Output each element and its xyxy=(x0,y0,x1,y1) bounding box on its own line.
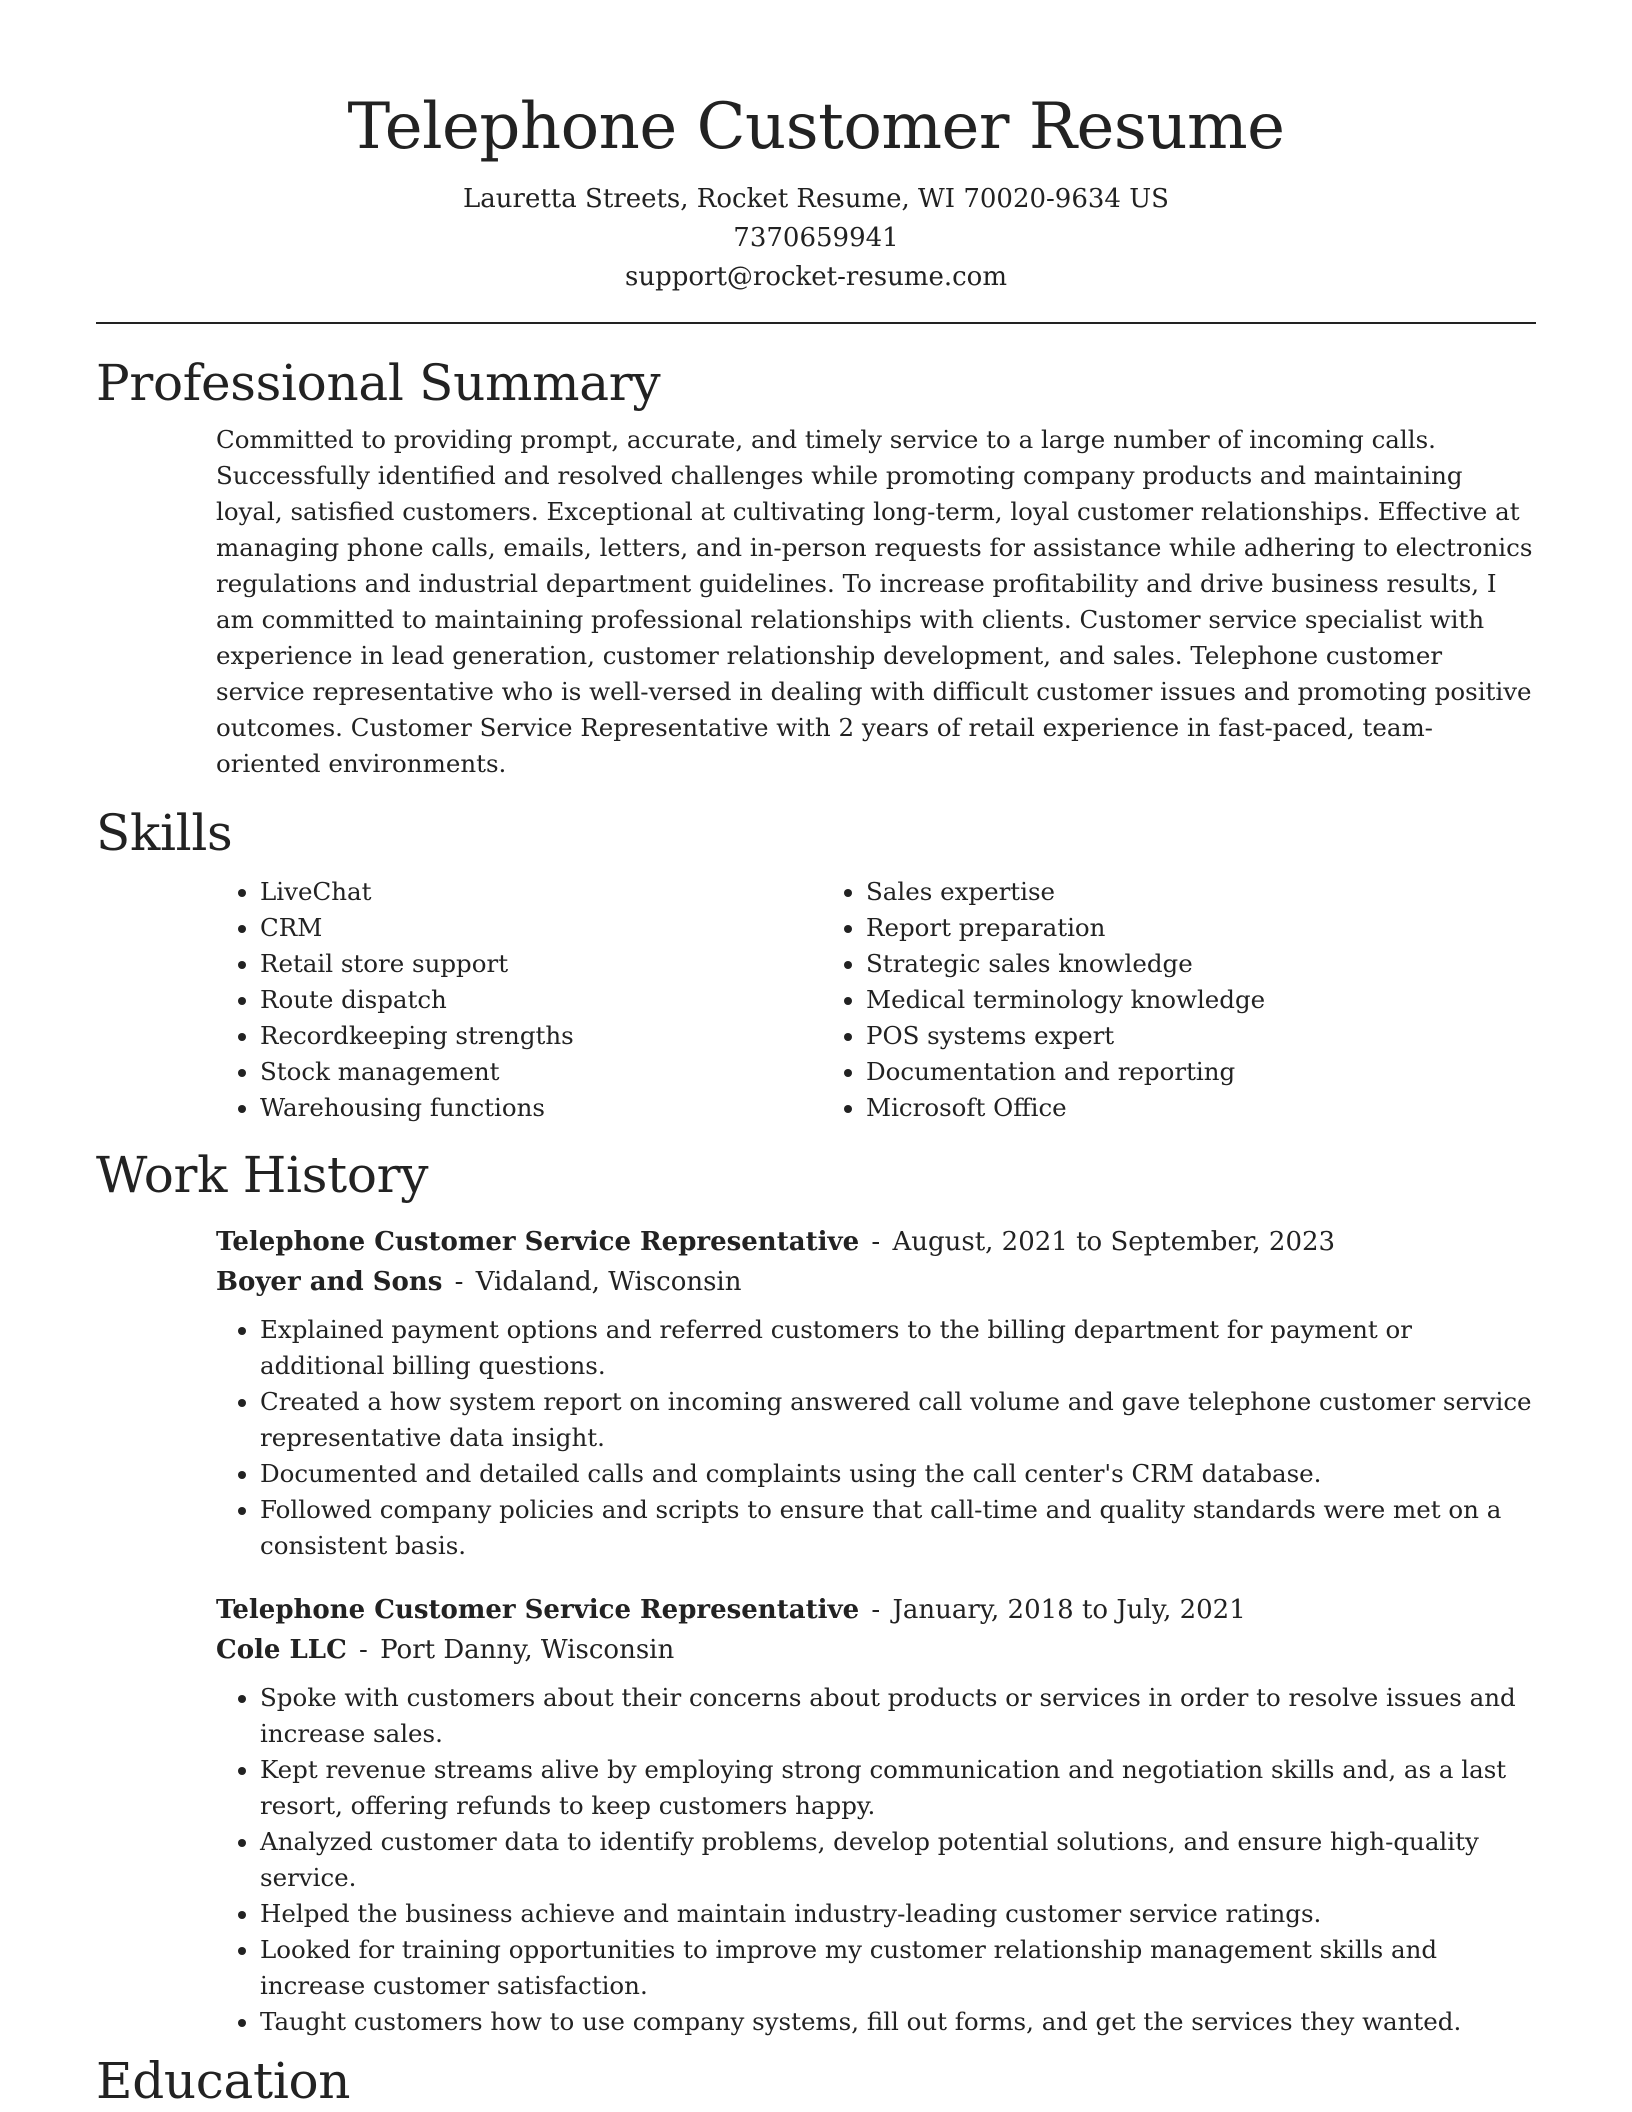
contact-block xyxy=(96,180,1536,297)
skill-item: • Retail store support xyxy=(260,946,822,982)
job-duty: • Helped the business achieve and maintain industry-leading customer service ratings. xyxy=(260,1896,1536,1932)
skills-columns xyxy=(216,874,1536,1126)
job-company: Boyer and Sons xyxy=(216,1267,443,1297)
job-location: Vidaland, Wisconsin xyxy=(475,1267,742,1297)
skill-item: • Recordkeeping strengths xyxy=(260,1018,822,1054)
skill-item: • Stock management xyxy=(260,1054,822,1090)
skill-item: • Microsoft Office xyxy=(866,1090,1428,1126)
job-title: Telephone Customer Service Representative xyxy=(216,1595,860,1625)
job-separator: - xyxy=(871,1227,881,1257)
summary-heading: Professional Summary xyxy=(96,354,661,412)
skill-item: • Medical terminology knowledge xyxy=(866,982,1428,1018)
skills-list-right xyxy=(822,874,1428,1126)
summary-section xyxy=(96,352,1536,782)
contact-phone: 7370659941 xyxy=(733,223,899,253)
skill-item: • Sales expertise xyxy=(866,874,1428,910)
contact-email: support@rocket-resume.com xyxy=(624,262,1007,292)
skill-item: • Documentation and reporting xyxy=(866,1054,1428,1090)
contact-address: Lauretta Streets, Rocket Resume, WI 70020-9634 US xyxy=(463,184,1169,214)
job-entry xyxy=(216,1590,1536,2040)
skill-item: • CRM xyxy=(260,910,822,946)
work-history-section xyxy=(96,1144,1536,2040)
job-company-line xyxy=(216,1262,1536,1302)
job-duties-list xyxy=(216,1312,1536,1564)
job-duty: • Looked for training opportunities to improve my customer relationship management skills and increase customer satisfaction. xyxy=(260,1932,1536,2004)
job-dates: January, 2018 to July, 2021 xyxy=(892,1595,1246,1625)
job-duty: • Documented and detailed calls and complaints using the call center's CRM database. xyxy=(260,1456,1536,1492)
job-location-separator: - xyxy=(454,1267,464,1297)
job-company: Cole LLC xyxy=(216,1635,347,1665)
job-duty: • Spoke with customers about their concerns about products or services in order to resolve issues and increase sales. xyxy=(260,1680,1536,1752)
resume-title: Telephone Customer Resume xyxy=(347,90,1285,164)
job-dates: August, 2021 to September, 2023 xyxy=(892,1227,1336,1257)
job-location-separator: - xyxy=(359,1635,368,1665)
job-location: Port Danny, Wisconsin xyxy=(380,1635,675,1665)
skill-item: • POS systems expert xyxy=(866,1018,1428,1054)
resume-page xyxy=(96,0,1536,2112)
job-duty: • Kept revenue streams alive by employing strong communication and negotiation skills and, as a last resort, offering refunds to keep customers happy. xyxy=(260,1752,1536,1824)
job-duties-list xyxy=(216,1680,1536,2040)
job-separator: - xyxy=(871,1595,881,1625)
education-section xyxy=(96,2050,1536,2112)
summary-text: Committed to providing prompt, accurate, and timely service to a large number of incoming calls. Successfully identified and resolved challenges while promoting company products and maintaining loyal, satisfied customers. Exceptional at cultivating long-term, loyal customer relationships. Effective at managing phone calls, emails, letters, and in-person requests for assistance while adhering to electronics regulations and industrial department guidelines. To increase profitability and drive business results, I am committed to maintaining professional relationships with clients. Customer service specialist with experience in lead generation, customer relationship development, and sales. Telephone customer service representative who is well-versed in dealing with difficult customer issues and promoting positive outcomes. Customer Service Representative with 2 years of retail experience in fast-paced, team-oriented environments. xyxy=(216,425,1533,778)
header-divider xyxy=(96,322,1536,324)
skills-section xyxy=(96,802,1536,1126)
job-duty: • Followed company policies and scripts to ensure that call-time and quality standards were met on a consistent basis. xyxy=(260,1492,1536,1564)
job-duty: • Analyzed customer data to identify problems, develop potential solutions, and ensure high-quality service. xyxy=(260,1824,1536,1896)
job-company-line xyxy=(216,1630,1536,1670)
education-heading: Education xyxy=(96,2052,351,2110)
job-duty: • Taught customers how to use company systems, fill out forms, and get the services they wanted. xyxy=(260,2004,1536,2040)
job-duty: • Created a how system report on incoming answered call volume and gave telephone customer service representative data insight. xyxy=(260,1384,1536,1456)
skill-item: • Strategic sales knowledge xyxy=(866,946,1428,982)
skill-item: • Route dispatch xyxy=(260,982,822,1018)
job-entry xyxy=(216,1222,1536,1564)
work-history-heading: Work History xyxy=(96,1146,429,1204)
skill-item: • LiveChat xyxy=(260,874,822,910)
job-title-line xyxy=(216,1590,1536,1630)
skills-list-left xyxy=(216,874,822,1126)
skills-heading: Skills xyxy=(96,804,233,862)
job-title-line xyxy=(216,1222,1536,1262)
job-duty: • Explained payment options and referred customers to the billing department for payment or additional billing questions. xyxy=(260,1312,1536,1384)
skill-item: • Warehousing functions xyxy=(260,1090,822,1126)
skill-item: • Report preparation xyxy=(866,910,1428,946)
job-title: Telephone Customer Service Representative xyxy=(216,1227,860,1257)
